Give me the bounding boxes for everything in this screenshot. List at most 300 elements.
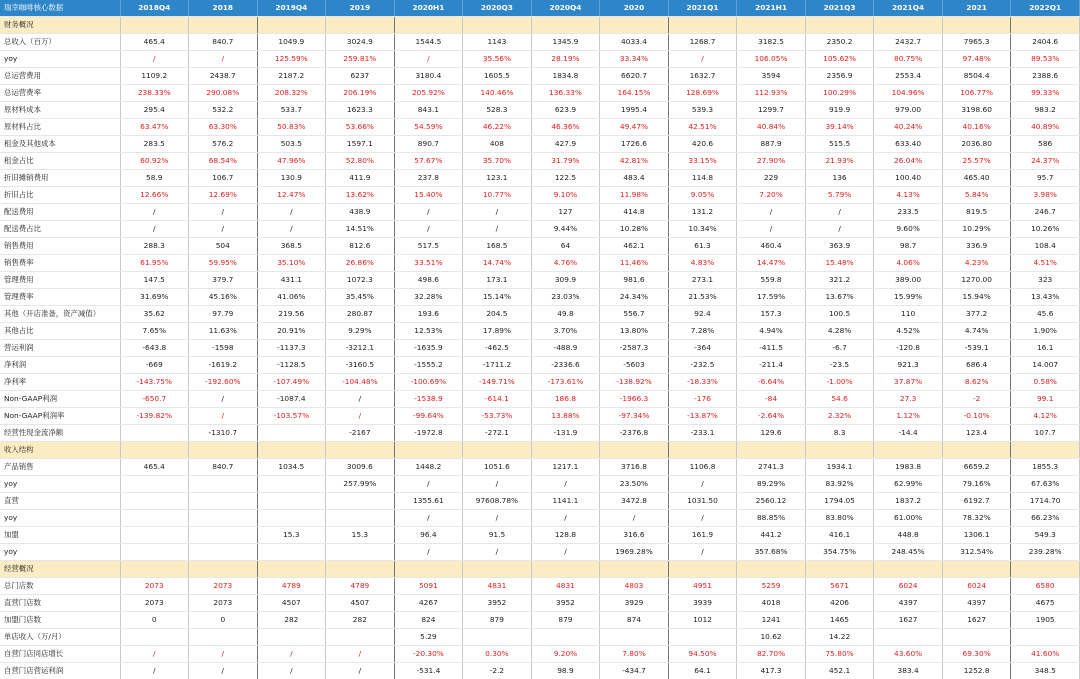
table-cell[interactable]: 4.74%	[942, 323, 1011, 340]
table-cell[interactable]	[120, 510, 189, 527]
table-cell[interactable]	[463, 561, 532, 578]
table-cell[interactable]: 411.9	[326, 170, 395, 187]
row-label[interactable]: 管理费用	[0, 272, 120, 289]
table-cell[interactable]: 40.89%	[1011, 119, 1080, 136]
table-cell[interactable]	[257, 510, 326, 527]
row-label[interactable]: 净利润	[0, 357, 120, 374]
table-cell[interactable]: 348.5	[1011, 663, 1080, 679]
table-cell[interactable]: -149.71%	[463, 374, 532, 391]
table-cell[interactable]: -614.1	[463, 391, 532, 408]
table-cell[interactable]: 321.2	[805, 272, 874, 289]
table-cell[interactable]: -99.64%	[394, 408, 463, 425]
section-title[interactable]: 收入结构	[0, 442, 120, 459]
table-cell[interactable]: 9.29%	[326, 323, 395, 340]
table-cell[interactable]: 131.2	[668, 204, 737, 221]
table-cell[interactable]	[189, 527, 258, 544]
table-cell[interactable]: /	[463, 221, 532, 238]
table-cell[interactable]	[805, 561, 874, 578]
table-cell[interactable]	[668, 17, 737, 34]
row-label[interactable]: 折旧占比	[0, 187, 120, 204]
table-cell[interactable]	[463, 442, 532, 459]
table-cell[interactable]: /	[737, 204, 806, 221]
table-cell[interactable]: 10.34%	[668, 221, 737, 238]
table-cell[interactable]: 136.33%	[531, 85, 600, 102]
table-cell[interactable]	[326, 510, 395, 527]
table-cell[interactable]: 40.84%	[737, 119, 806, 136]
table-cell[interactable]: 528.3	[463, 102, 532, 119]
table-cell[interactable]: 105.62%	[805, 51, 874, 68]
table-cell[interactable]: 82.70%	[737, 646, 806, 663]
table-cell[interactable]	[189, 493, 258, 510]
table-cell[interactable]: 13.62%	[326, 187, 395, 204]
table-cell[interactable]: -0.10%	[942, 408, 1011, 425]
table-cell[interactable]: 157.3	[737, 306, 806, 323]
table-cell[interactable]	[120, 527, 189, 544]
table-cell[interactable]: 559.8	[737, 272, 806, 289]
table-cell[interactable]: 1270.00	[942, 272, 1011, 289]
table-cell[interactable]: -1538.9	[394, 391, 463, 408]
table-cell[interactable]: 106.77%	[942, 85, 1011, 102]
column-header[interactable]: 2019Q4	[257, 0, 326, 17]
table-cell[interactable]: 7.20%	[737, 187, 806, 204]
table-cell[interactable]: -2336.6	[531, 357, 600, 374]
table-cell[interactable]: 17.59%	[737, 289, 806, 306]
row-label[interactable]: 原材料成本	[0, 102, 120, 119]
table-cell[interactable]: 59.95%	[189, 255, 258, 272]
table-cell[interactable]: 114.8	[668, 170, 737, 187]
table-cell[interactable]	[531, 561, 600, 578]
table-cell[interactable]: 94.50%	[668, 646, 737, 663]
table-cell[interactable]	[189, 510, 258, 527]
table-cell[interactable]: 6024	[874, 578, 943, 595]
table-cell[interactable]: /	[394, 510, 463, 527]
table-cell[interactable]: 5091	[394, 578, 463, 595]
table-cell[interactable]: 465.4	[120, 34, 189, 51]
table-cell[interactable]: -176	[668, 391, 737, 408]
table-cell[interactable]: 33.51%	[394, 255, 463, 272]
table-cell[interactable]: 981.6	[600, 272, 669, 289]
table-cell[interactable]: 539.3	[668, 102, 737, 119]
table-cell[interactable]: 205.92%	[394, 85, 463, 102]
table-cell[interactable]: 108.4	[1011, 238, 1080, 255]
column-header[interactable]: 2021Q4	[874, 0, 943, 17]
table-cell[interactable]: 1605.5	[463, 68, 532, 85]
table-cell[interactable]	[874, 17, 943, 34]
table-cell[interactable]: 208.32%	[257, 85, 326, 102]
table-cell[interactable]: /	[463, 544, 532, 561]
row-label[interactable]: 配送费用	[0, 204, 120, 221]
table-cell[interactable]: -23.5	[805, 357, 874, 374]
table-cell[interactable]: /	[394, 221, 463, 238]
table-cell[interactable]: 66.23%	[1011, 510, 1080, 527]
table-cell[interactable]: 1448.2	[394, 459, 463, 476]
table-cell[interactable]: 9.60%	[874, 221, 943, 238]
table-cell[interactable]: 0.58%	[1011, 374, 1080, 391]
table-cell[interactable]: -1598	[189, 340, 258, 357]
row-label[interactable]: 净利率	[0, 374, 120, 391]
table-cell[interactable]: 69.30%	[942, 646, 1011, 663]
table-cell[interactable]: 414.8	[600, 204, 669, 221]
table-cell[interactable]: -272.1	[463, 425, 532, 442]
table-cell[interactable]: 26.86%	[326, 255, 395, 272]
table-cell[interactable]: 2432.7	[874, 34, 943, 51]
table-cell[interactable]: 0	[120, 612, 189, 629]
table-cell[interactable]: 9.05%	[668, 187, 737, 204]
table-cell[interactable]: 100.40	[874, 170, 943, 187]
table-cell[interactable]: 40.16%	[942, 119, 1011, 136]
table-cell[interactable]: 206.19%	[326, 85, 395, 102]
table-cell[interactable]: 357.68%	[737, 544, 806, 561]
table-cell[interactable]: -531.4	[394, 663, 463, 679]
table-cell[interactable]: /	[257, 204, 326, 221]
table-cell[interactable]: 42.51%	[668, 119, 737, 136]
table-cell[interactable]: 33.34%	[600, 51, 669, 68]
table-cell[interactable]: 280.87	[326, 306, 395, 323]
table-cell[interactable]: -100.69%	[394, 374, 463, 391]
table-cell[interactable]: 26.04%	[874, 153, 943, 170]
table-cell[interactable]: 1627	[874, 612, 943, 629]
table-cell[interactable]: 1268.7	[668, 34, 737, 51]
table-cell[interactable]: 12.47%	[257, 187, 326, 204]
table-cell[interactable]: /	[463, 476, 532, 493]
table-cell[interactable]: 46.36%	[531, 119, 600, 136]
table-cell[interactable]: 4507	[326, 595, 395, 612]
row-label[interactable]: 总运营费率	[0, 85, 120, 102]
table-cell[interactable]: 312.54%	[942, 544, 1011, 561]
table-cell[interactable]: 14.47%	[737, 255, 806, 272]
column-header[interactable]: 2020H1	[394, 0, 463, 17]
row-label[interactable]: 直营门店数	[0, 595, 120, 612]
table-cell[interactable]: 239.28%	[1011, 544, 1080, 561]
table-cell[interactable]: 14.51%	[326, 221, 395, 238]
table-cell[interactable]	[668, 629, 737, 646]
table-cell[interactable]: 887.9	[737, 136, 806, 153]
table-cell[interactable]: 515.5	[805, 136, 874, 153]
table-cell[interactable]	[189, 17, 258, 34]
table-cell[interactable]: 47.96%	[257, 153, 326, 170]
table-cell[interactable]: 99.33%	[1011, 85, 1080, 102]
table-cell[interactable]	[189, 544, 258, 561]
column-header[interactable]: 2021	[942, 0, 1011, 17]
table-cell[interactable]	[120, 425, 189, 442]
table-cell[interactable]: 58.9	[120, 170, 189, 187]
table-cell[interactable]: -3212.1	[326, 340, 395, 357]
table-cell[interactable]: 1855.3	[1011, 459, 1080, 476]
table-cell[interactable]: 13.88%	[531, 408, 600, 425]
table-cell[interactable]	[1011, 629, 1080, 646]
table-cell[interactable]	[120, 476, 189, 493]
table-cell[interactable]: -2376.8	[600, 425, 669, 442]
table-cell[interactable]: /	[120, 646, 189, 663]
table-cell[interactable]: 128.69%	[668, 85, 737, 102]
table-cell[interactable]: 377.2	[942, 306, 1011, 323]
table-cell[interactable]: 35.56%	[463, 51, 532, 68]
table-cell[interactable]: -173.61%	[531, 374, 600, 391]
table-cell[interactable]: 50.83%	[257, 119, 326, 136]
row-label[interactable]: 管理费率	[0, 289, 120, 306]
table-cell[interactable]	[737, 17, 806, 34]
table-cell[interactable]: 3594	[737, 68, 806, 85]
row-label[interactable]: 其他占比	[0, 323, 120, 340]
table-cell[interactable]: -107.49%	[257, 374, 326, 391]
table-cell[interactable]: 10.62	[737, 629, 806, 646]
table-cell[interactable]: 140.46%	[463, 85, 532, 102]
table-cell[interactable]: -488.9	[531, 340, 600, 357]
table-cell[interactable]: 504	[189, 238, 258, 255]
table-cell[interactable]: 68.54%	[189, 153, 258, 170]
table-cell[interactable]: -650.7	[120, 391, 189, 408]
table-cell[interactable]: 273.1	[668, 272, 737, 289]
table-cell[interactable]: -462.5	[463, 340, 532, 357]
table-cell[interactable]: 4.12%	[1011, 408, 1080, 425]
table-cell[interactable]: 6192.7	[942, 493, 1011, 510]
column-header[interactable]: 2021H1	[737, 0, 806, 17]
table-cell[interactable]: 64.1	[668, 663, 737, 679]
table-cell[interactable]: /	[531, 476, 600, 493]
table-cell[interactable]: 15.99%	[874, 289, 943, 306]
table-cell[interactable]: 438.9	[326, 204, 395, 221]
table-cell[interactable]: 431.1	[257, 272, 326, 289]
table-cell[interactable]: 83.80%	[805, 510, 874, 527]
row-label[interactable]: 自营门店同店增长	[0, 646, 120, 663]
table-cell[interactable]: 32.28%	[394, 289, 463, 306]
table-cell[interactable]: 46.22%	[463, 119, 532, 136]
table-cell[interactable]	[257, 544, 326, 561]
table-cell[interactable]: 812.6	[326, 238, 395, 255]
column-header[interactable]: 2020Q3	[463, 0, 532, 17]
table-cell[interactable]: 37.87%	[874, 374, 943, 391]
table-cell[interactable]: 246.7	[1011, 204, 1080, 221]
row-label[interactable]: 租金占比	[0, 153, 120, 170]
table-cell[interactable]	[668, 561, 737, 578]
table-cell[interactable]: -131.9	[531, 425, 600, 442]
table-cell[interactable]: 20.91%	[257, 323, 326, 340]
table-cell[interactable]: 168.5	[463, 238, 532, 255]
table-cell[interactable]	[463, 629, 532, 646]
table-cell[interactable]: 61.3	[668, 238, 737, 255]
table-cell[interactable]: /	[257, 646, 326, 663]
table-cell[interactable]: 3939	[668, 595, 737, 612]
table-cell[interactable]: -20.30%	[394, 646, 463, 663]
table-cell[interactable]: 173.1	[463, 272, 532, 289]
table-cell[interactable]: 1217.1	[531, 459, 600, 476]
table-cell[interactable]: 31.69%	[120, 289, 189, 306]
table-cell[interactable]: /	[326, 663, 395, 679]
table-cell[interactable]: 295.4	[120, 102, 189, 119]
table-cell[interactable]: 879	[463, 612, 532, 629]
table-cell[interactable]: 130.9	[257, 170, 326, 187]
table-cell[interactable]: -1635.9	[394, 340, 463, 357]
table-cell[interactable]	[1011, 561, 1080, 578]
table-cell[interactable]: /	[805, 221, 874, 238]
table-cell[interactable]: 503.5	[257, 136, 326, 153]
table-cell[interactable]: -1555.2	[394, 357, 463, 374]
table-cell[interactable]: 0.30%	[463, 646, 532, 663]
table-cell[interactable]: 1714.70	[1011, 493, 1080, 510]
table-cell[interactable]: 15.94%	[942, 289, 1011, 306]
table-cell[interactable]: -5603	[600, 357, 669, 374]
table-cell[interactable]: 283.5	[120, 136, 189, 153]
table-cell[interactable]: -1128.5	[257, 357, 326, 374]
table-cell[interactable]: 1355.61	[394, 493, 463, 510]
table-cell[interactable]: 316.6	[600, 527, 669, 544]
table-cell[interactable]: 1106.8	[668, 459, 737, 476]
table-cell[interactable]: -211.4	[737, 357, 806, 374]
table-cell[interactable]: /	[189, 51, 258, 68]
row-label[interactable]: 总门店数	[0, 578, 120, 595]
table-cell[interactable]: 3716.8	[600, 459, 669, 476]
table-cell[interactable]: 919.9	[805, 102, 874, 119]
table-cell[interactable]: /	[394, 204, 463, 221]
row-label[interactable]: 产品销售	[0, 459, 120, 476]
table-cell[interactable]: 42.81%	[600, 153, 669, 170]
table-cell[interactable]: 1905	[1011, 612, 1080, 629]
table-cell[interactable]: 4789	[326, 578, 395, 595]
table-cell[interactable]: 323	[1011, 272, 1080, 289]
table-cell[interactable]: 1072.3	[326, 272, 395, 289]
table-cell[interactable]: 921.3	[874, 357, 943, 374]
table-cell[interactable]: 3180.4	[394, 68, 463, 85]
table-cell[interactable]: 67.63%	[1011, 476, 1080, 493]
table-cell[interactable]: 3929	[600, 595, 669, 612]
table-cell[interactable]: 0	[189, 612, 258, 629]
table-cell[interactable]: /	[120, 663, 189, 679]
table-cell[interactable]: 441.2	[737, 527, 806, 544]
table-cell[interactable]: 23.50%	[600, 476, 669, 493]
table-cell[interactable]: 41.60%	[1011, 646, 1080, 663]
table-cell[interactable]: 420.6	[668, 136, 737, 153]
table-cell[interactable]: 96.4	[394, 527, 463, 544]
table-cell[interactable]: /	[189, 663, 258, 679]
table-cell[interactable]: -53.73%	[463, 408, 532, 425]
table-cell[interactable]: 8.3	[805, 425, 874, 442]
table-cell[interactable]: /	[120, 204, 189, 221]
table-cell[interactable]: 4206	[805, 595, 874, 612]
table-cell[interactable]: 63.47%	[120, 119, 189, 136]
row-label[interactable]: 配送费占比	[0, 221, 120, 238]
table-cell[interactable]: 12.66%	[120, 187, 189, 204]
table-cell[interactable]: 1012	[668, 612, 737, 629]
table-cell[interactable]: 532.2	[189, 102, 258, 119]
table-cell[interactable]: -1711.2	[463, 357, 532, 374]
table-cell[interactable]: /	[668, 510, 737, 527]
table-cell[interactable]: 62.99%	[874, 476, 943, 493]
table-cell[interactable]: 161.9	[668, 527, 737, 544]
table-cell[interactable]	[531, 629, 600, 646]
table-cell[interactable]: 16.1	[1011, 340, 1080, 357]
table-cell[interactable]	[120, 17, 189, 34]
row-label[interactable]: yoy	[0, 510, 120, 527]
table-cell[interactable]: 259.81%	[326, 51, 395, 68]
table-cell[interactable]	[737, 561, 806, 578]
table-cell[interactable]: 2073	[120, 578, 189, 595]
table-cell[interactable]: 4803	[600, 578, 669, 595]
table-cell[interactable]: 686.4	[942, 357, 1011, 374]
table-cell[interactable]: 1794.05	[805, 493, 874, 510]
table-cell[interactable]: 5259	[737, 578, 806, 595]
table-cell[interactable]: 586	[1011, 136, 1080, 153]
table-cell[interactable]: 75.80%	[805, 646, 874, 663]
table-cell[interactable]: 1143	[463, 34, 532, 51]
table-cell[interactable]: 1.90%	[1011, 323, 1080, 340]
table-cell[interactable]: 2073	[120, 595, 189, 612]
table-cell[interactable]: 363.9	[805, 238, 874, 255]
table-cell[interactable]: -1137.3	[257, 340, 326, 357]
table-cell[interactable]: 517.5	[394, 238, 463, 255]
row-label[interactable]: 营运利润	[0, 340, 120, 357]
table-cell[interactable]: 7965.3	[942, 34, 1011, 51]
table-cell[interactable]: 4397	[942, 595, 1011, 612]
row-label[interactable]: 销售费率	[0, 255, 120, 272]
table-cell[interactable]: 125.59%	[257, 51, 326, 68]
table-cell[interactable]: 4.28%	[805, 323, 874, 340]
table-cell[interactable]: 1597.1	[326, 136, 395, 153]
table-cell[interactable]: 1034.5	[257, 459, 326, 476]
table-cell[interactable]	[120, 544, 189, 561]
table-cell[interactable]: -139.82%	[120, 408, 189, 425]
table-cell[interactable]: 819.5	[942, 204, 1011, 221]
table-cell[interactable]	[668, 442, 737, 459]
table-cell[interactable]: 27.90%	[737, 153, 806, 170]
table-cell[interactable]: 2741.3	[737, 459, 806, 476]
table-cell[interactable]: 15.14%	[463, 289, 532, 306]
table-cell[interactable]: 123.4	[942, 425, 1011, 442]
table-cell[interactable]: /	[189, 408, 258, 425]
row-label[interactable]: 直营	[0, 493, 120, 510]
table-cell[interactable]: 4.06%	[874, 255, 943, 272]
table-cell[interactable]: 4831	[463, 578, 532, 595]
column-header[interactable]: 2018Q4	[120, 0, 189, 17]
table-cell[interactable]	[805, 17, 874, 34]
table-cell[interactable]	[326, 442, 395, 459]
table-cell[interactable]	[257, 629, 326, 646]
table-cell[interactable]: -2	[942, 391, 1011, 408]
table-cell[interactable]: 104.96%	[874, 85, 943, 102]
table-cell[interactable]: 890.7	[394, 136, 463, 153]
table-cell[interactable]: /	[257, 663, 326, 679]
table-cell[interactable]: 1031.50	[668, 493, 737, 510]
table-cell[interactable]: 11.63%	[189, 323, 258, 340]
table-cell[interactable]: 2356.9	[805, 68, 874, 85]
table-cell[interactable]: 10.28%	[600, 221, 669, 238]
row-label[interactable]: yoy	[0, 476, 120, 493]
table-cell[interactable]: 106.7	[189, 170, 258, 187]
table-cell[interactable]: 79.16%	[942, 476, 1011, 493]
table-cell[interactable]: 2388.6	[1011, 68, 1080, 85]
table-cell[interactable]	[600, 561, 669, 578]
table-cell[interactable]: /	[189, 391, 258, 408]
table-cell[interactable]: 4675	[1011, 595, 1080, 612]
table-cell[interactable]: 33.15%	[668, 153, 737, 170]
table-cell[interactable]: 2438.7	[189, 68, 258, 85]
table-cell[interactable]: 1465	[805, 612, 874, 629]
table-cell[interactable]: 2.32%	[805, 408, 874, 425]
table-cell[interactable]: 2073	[189, 578, 258, 595]
table-cell[interactable]	[326, 493, 395, 510]
table-cell[interactable]: 23.03%	[531, 289, 600, 306]
table-cell[interactable]: 4789	[257, 578, 326, 595]
table-cell[interactable]: 427.9	[531, 136, 600, 153]
table-cell[interactable]	[326, 17, 395, 34]
column-header[interactable]: 2019	[326, 0, 395, 17]
table-cell[interactable]	[326, 544, 395, 561]
table-cell[interactable]: -411.5	[737, 340, 806, 357]
table-cell[interactable]: /	[394, 476, 463, 493]
table-cell[interactable]: 45.6	[1011, 306, 1080, 323]
table-cell[interactable]: /	[189, 221, 258, 238]
table-cell[interactable]: 127	[531, 204, 600, 221]
column-header[interactable]: 2020Q4	[531, 0, 600, 17]
